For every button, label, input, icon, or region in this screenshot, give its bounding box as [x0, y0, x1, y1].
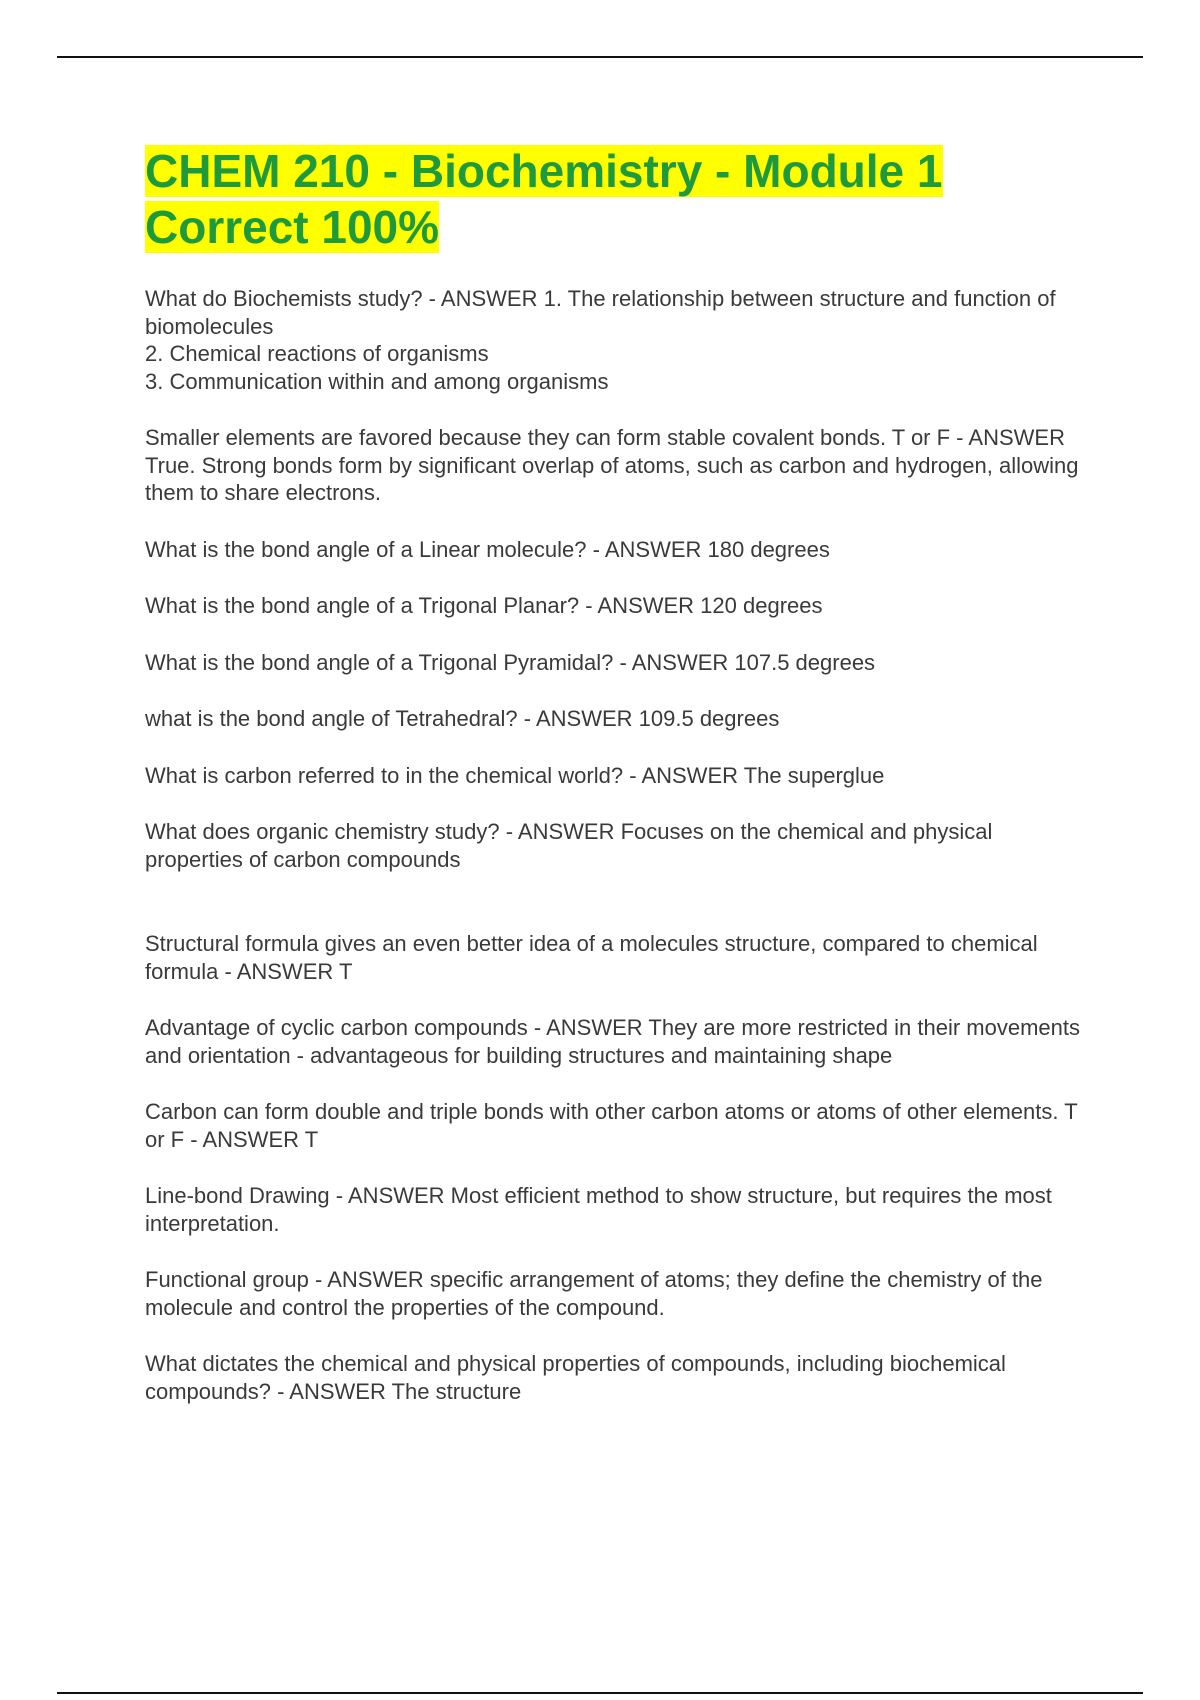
- qa-item: Carbon can form double and triple bonds with other carbon atoms or atoms of other elements. T or F - ANSWER T: [145, 1099, 1078, 1152]
- qa-item: Advantage of cyclic carbon compounds - ANSWER They are more restricted in their movements and orientation - advantageous for building structures and maintaining shape: [145, 1015, 1080, 1068]
- qa-item: Structural formula gives an even better idea of a molecules structure, compared to chemical formula - ANSWER T: [145, 931, 1038, 984]
- qa-item: What do Biochemists study? - ANSWER 1. The relationship between structure and function of biomolecules 2. Chemical reactions of organisms 3. Communication within and among organisms: [145, 286, 1056, 394]
- qa-item: Line-bond Drawing - ANSWER Most efficient method to show structure, but requires the most interpretation.: [145, 1183, 1052, 1236]
- header-rule: [57, 56, 1143, 58]
- document-title: [145, 143, 1095, 255]
- qa-item: Functional group - ANSWER specific arrangement of atoms; they define the chemistry of the molecule and control the properties of the compound.: [145, 1267, 1043, 1320]
- qa-item: What dictates the chemical and physical properties of compounds, including biochemical compounds? - ANSWER The structure: [145, 1351, 1006, 1404]
- title-line-2: Correct 100%: [145, 201, 440, 253]
- document-body: [145, 143, 1095, 1405]
- qa-item: What is the bond angle of a Trigonal Planar? - ANSWER 120 degrees: [145, 593, 823, 618]
- qa-item: What is carbon referred to in the chemical world? - ANSWER The superglue: [145, 762, 885, 788]
- qa-item: What is the bond angle of a Trigonal Pyramidal? - ANSWER 107.5 degrees: [145, 649, 876, 675]
- qa-item: Smaller elements are favored because they can form stable covalent bonds. T or F - ANSWER True. Strong bonds form by significant overlap of atoms, such as carbon and hydrogen, allowing them to share electrons.: [145, 425, 1079, 505]
- qa-item: What does organic chemistry study? - ANSWER Focuses on the chemical and physical properties of carbon compounds: [145, 819, 993, 872]
- qa-item: What is the bond angle of a Linear molecule? - ANSWER 180 degrees: [145, 536, 830, 562]
- qa-item: what is the bond angle of Tetrahedral? - ANSWER 109.5 degrees: [145, 706, 780, 731]
- title-line-1: CHEM 210 - Biochemistry - Module 1: [145, 145, 943, 197]
- footer-rule: [57, 1692, 1143, 1694]
